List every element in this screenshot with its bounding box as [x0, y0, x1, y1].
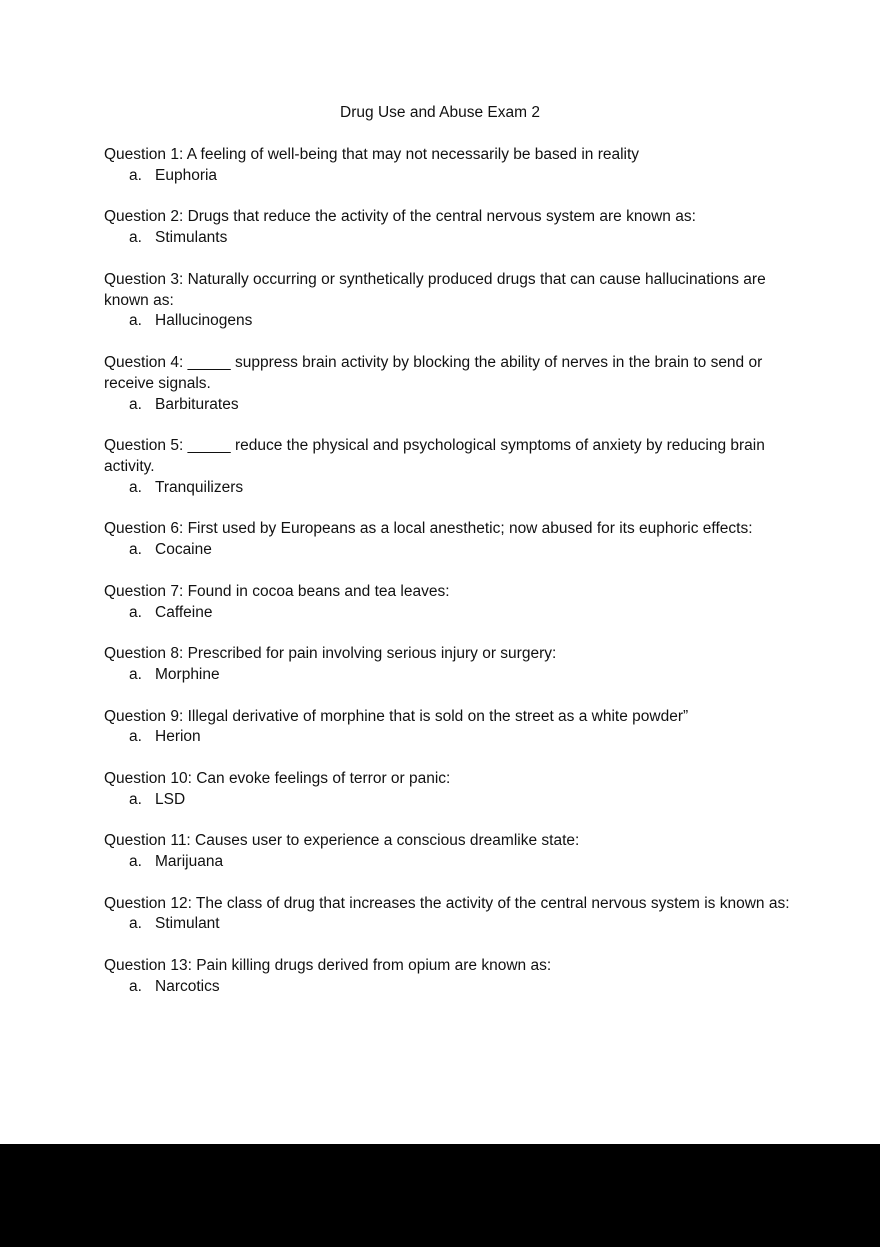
- question-text: Question 5: _____ reduce the physical and psychological symptoms of anxiety by reducing brain activity.: [104, 437, 765, 475]
- question-text: Question 4: _____ suppress brain activity by blocking the ability of nerves in the brain to send or receive signals.: [104, 353, 763, 392]
- answer-text: Caffeine: [155, 603, 213, 621]
- question-item: [104, 207, 794, 249]
- answer-letter: a.: [129, 478, 142, 496]
- answer-letter: a.: [129, 790, 142, 808]
- answer-text: Cocaine: [155, 541, 212, 559]
- question-item: [104, 769, 794, 811]
- answer-letter: a.: [129, 728, 142, 746]
- answer-line: [104, 727, 794, 748]
- answer-line: [104, 977, 794, 998]
- answer-text: Morphine: [155, 665, 220, 683]
- answer-text: Euphoria: [155, 166, 218, 184]
- answer-text: Tranquilizers: [155, 478, 244, 496]
- question-item: [104, 436, 794, 498]
- answer-line: [104, 790, 794, 811]
- answer-text: LSD: [155, 790, 186, 808]
- answer-letter: a.: [129, 915, 142, 933]
- answer-letter: a.: [129, 665, 142, 683]
- question-item: [104, 707, 794, 749]
- answer-line: [104, 852, 794, 873]
- question-item: [104, 831, 794, 873]
- answer-letter: a.: [129, 541, 142, 559]
- answer-letter: a.: [129, 395, 142, 413]
- answer-text: Stimulant: [155, 915, 220, 933]
- question-item: [104, 519, 794, 561]
- question-item: [104, 582, 794, 624]
- answer-line: [104, 228, 794, 249]
- answer-line: [104, 166, 794, 187]
- question-text: Question 3: Naturally occurring or synthetically produced drugs that can cause hallucinations are known as:: [104, 270, 766, 309]
- question-text: Question 11: Causes user to experience a conscious dreamlike state:: [104, 832, 580, 850]
- bottom-black-band: [0, 1144, 880, 1247]
- question-item: [104, 145, 794, 187]
- question-text: Question 1: A feeling of well-being that may not necessarily be based in reality: [104, 146, 640, 163]
- answer-letter: a.: [129, 312, 142, 330]
- answer-text: Barbiturates: [155, 395, 239, 413]
- answer-letter: a.: [129, 977, 142, 995]
- answer-letter: a.: [129, 853, 142, 871]
- question-text: Question 7: Found in cocoa beans and tea leaves:: [104, 582, 450, 600]
- answer-line: [104, 665, 794, 686]
- document-title: Drug Use and Abuse Exam 2: [340, 104, 540, 121]
- question-text: Question 12: The class of drug that increases the activity of the central nervous system is known as:: [104, 894, 790, 912]
- question-item: [104, 353, 794, 415]
- question-text: Question 10: Can evoke feelings of terror or panic:: [104, 769, 451, 787]
- question-list: [104, 145, 794, 1018]
- answer-text: Stimulants: [155, 229, 228, 247]
- question-item: [104, 270, 794, 332]
- answer-line: [104, 540, 794, 561]
- answer-text: Hallucinogens: [155, 312, 253, 330]
- question-text: Question 13: Pain killing drugs derived from opium are known as:: [104, 957, 552, 975]
- answer-line: [104, 603, 794, 624]
- question-item: [104, 644, 794, 686]
- answer-text: Narcotics: [155, 977, 220, 995]
- answer-text: Herion: [155, 728, 201, 746]
- question-item: [104, 894, 794, 936]
- answer-letter: a.: [129, 166, 142, 184]
- question-text: Question 8: Prescribed for pain involving serious injury or surgery:: [104, 645, 557, 663]
- answer-letter: a.: [129, 229, 142, 247]
- answer-letter: a.: [129, 603, 142, 621]
- question-text: Question 9: Illegal derivative of morphine that is sold on the street as a white powder”: [104, 707, 689, 725]
- question-text: Question 6: First used by Europeans as a local anesthetic; now abused for its euphoric effects:: [104, 520, 753, 538]
- question-text: Question 2: Drugs that reduce the activity of the central nervous system are known as:: [104, 208, 696, 226]
- question-item: [104, 956, 794, 998]
- answer-line: [104, 311, 794, 332]
- answer-text: Marijuana: [155, 853, 224, 871]
- answer-line: [104, 478, 794, 499]
- answer-line: [104, 914, 794, 935]
- answer-line: [104, 395, 794, 416]
